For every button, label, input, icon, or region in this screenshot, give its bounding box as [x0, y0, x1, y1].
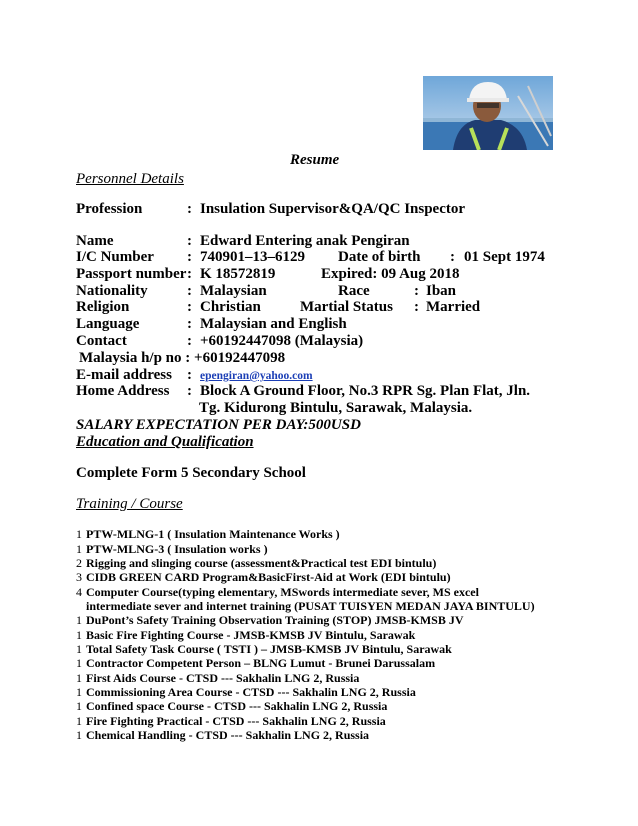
passport-expired: Expired: 09 Aug 2018	[321, 266, 460, 282]
email-label: E-mail address	[76, 367, 172, 383]
section-education: Education and Qualification	[76, 434, 254, 450]
marital-label: Martial Status	[300, 299, 393, 315]
nationality-value: Malaysian	[200, 283, 267, 299]
language-label: Language	[76, 316, 140, 332]
race-value: Iban	[426, 283, 457, 299]
address-colon: :	[187, 383, 192, 399]
marital-colon: :	[414, 299, 419, 315]
ic-value: 740901–13–6129	[200, 249, 305, 265]
religion-label: Religion	[76, 299, 130, 315]
salary-expectation: SALARY EXPECTATION PER DAY:500USD	[76, 417, 361, 433]
profession-colon: :	[187, 201, 192, 217]
dob-colon: :	[450, 249, 455, 265]
race-label: Race	[338, 283, 370, 299]
profession-label: Profession	[76, 201, 143, 217]
name-label: Name	[76, 233, 114, 249]
language-colon: :	[187, 316, 192, 332]
nationality-colon: :	[187, 283, 192, 299]
race-colon: :	[414, 283, 419, 299]
passport-label: Passport number	[76, 266, 187, 282]
profile-photo-image	[423, 76, 553, 150]
section-personnel-details: Personnel Details	[76, 171, 184, 187]
resume-title: Resume	[290, 152, 340, 168]
education-item: Complete Form 5 Secondary School	[76, 465, 306, 481]
marital-value: Married	[426, 299, 481, 315]
dob-value: 01 Sept 1974	[464, 249, 545, 265]
email-link[interactable]: epengiran@yahoo.com	[200, 370, 313, 382]
contact-value: +60192447098 (Malaysia)	[200, 333, 364, 349]
nationality-label: Nationality	[76, 283, 148, 299]
contact-colon: :	[187, 333, 192, 349]
profile-photo	[423, 76, 553, 150]
hp-line: Malaysia h/p no : +60192447098	[79, 350, 286, 366]
name-value: Edward Entering anak Pengiran	[200, 233, 410, 249]
ic-colon: :	[187, 249, 192, 265]
name-colon: :	[187, 233, 192, 249]
profession-value: Insulation Supervisor&QA/QC Inspector	[200, 201, 466, 217]
section-training: Training / Course	[76, 496, 183, 512]
passport-colon: :	[187, 266, 192, 282]
address-line2: Tg. Kidurong Bintulu, Sarawak, Malaysia.	[199, 400, 473, 416]
passport-value: K 18572819	[200, 266, 276, 282]
ic-label: I/C Number	[76, 249, 154, 265]
language-value: Malaysian and English	[200, 316, 347, 332]
religion-colon: :	[187, 299, 192, 315]
address-label: Home Address	[76, 383, 170, 399]
email-colon: :	[187, 367, 192, 383]
religion-value: Christian	[200, 299, 261, 315]
address-line1: Block A Ground Floor, No.3 RPR Sg. Plan Flat, Jln.	[200, 383, 531, 399]
dob-label: Date of birth	[338, 249, 421, 265]
contact-label: Contact	[76, 333, 127, 349]
